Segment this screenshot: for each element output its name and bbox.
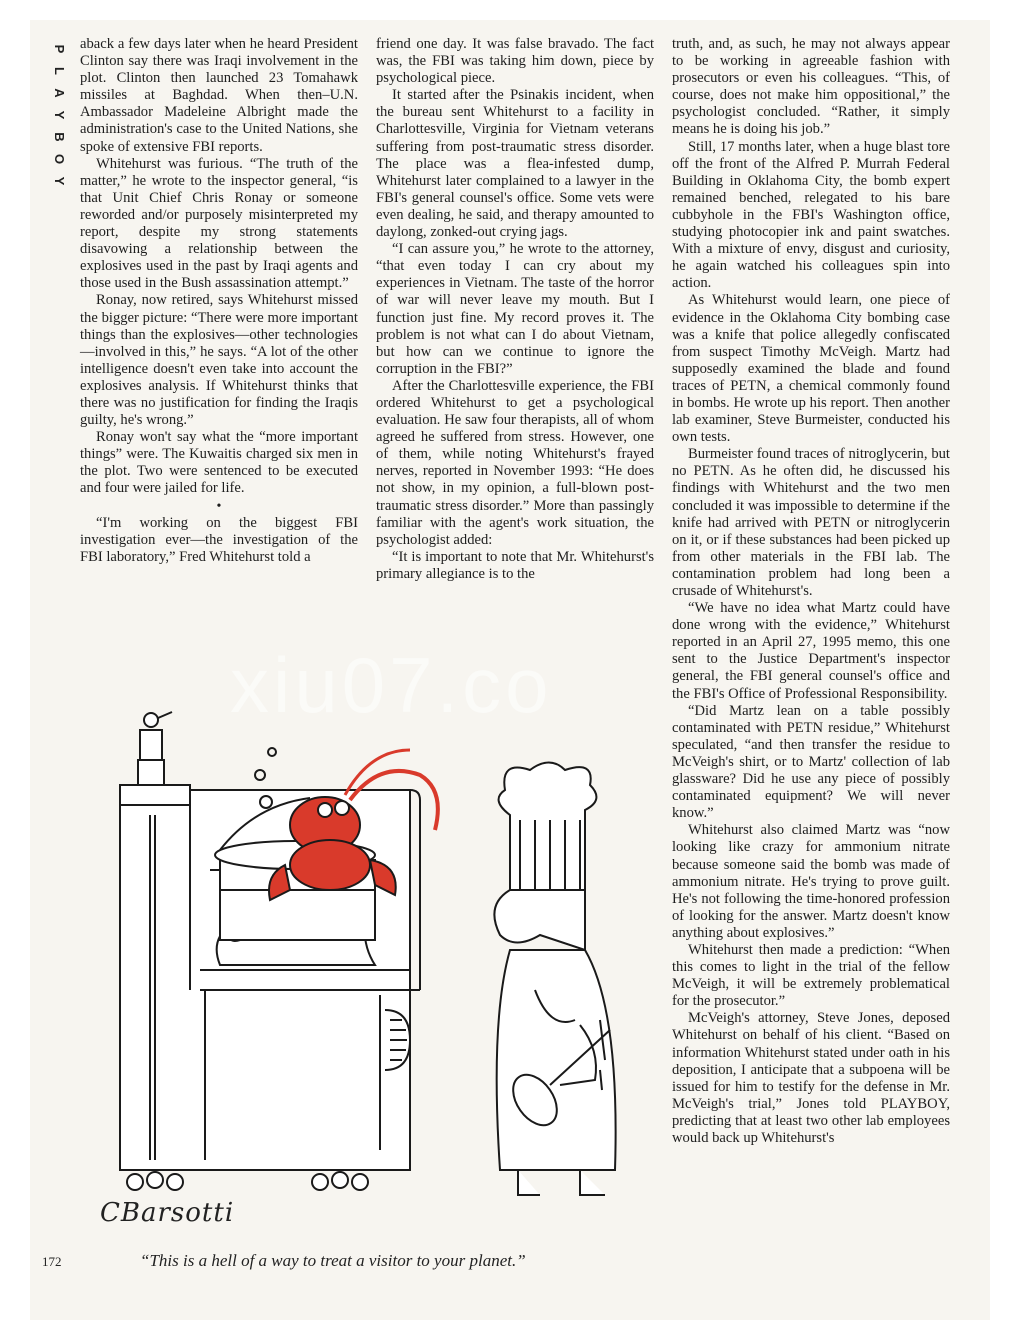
artist-signature: CBarsotti: [100, 1198, 235, 1228]
paragraph: McVeigh's attorney, Steve Jones, deposed Whitehurst on behalf of his client. “Based on information Whitehurst stated under oath in his deposition, I anticipate that a subpoena will be issued for him to testify for the defense in Mr. McVeigh's trial,” Jones told PLAYBOY, predicting that at least two other lab employees would back up Whitehurst's: [672, 1010, 950, 1146]
lobster: [269, 750, 438, 900]
paragraph: Still, 17 months later, when a huge blast tore off the front of the Alfred P. Murrah Federal Building in Oklahoma City, the bomb expert remained benched, relegated to his bare cubbyhole in the FBI's Washington office, studying photocopier ink and paint swatches. With a mixture of envy, disgust and curiosity, he again watched his colleagues spin into action.: [672, 138, 950, 292]
page-number: 172: [42, 1254, 62, 1269]
paragraph: Whitehurst was furious. “The truth of the matter,” he wrote to the inspector general, “is that Unit Chief Chris Ronay or someone reworded and/or purposely misinterpreted my report, despite my strong statements disavowing a relationship between the explosives used in the past by Iraqi agents and those used in the Bush assassination attempt.”: [80, 155, 358, 292]
chef: [494, 763, 615, 1196]
article-column-2: [376, 36, 654, 583]
cartoon-caption: “This is a hell of a way to treat a visitor to your planet.”: [140, 1251, 526, 1270]
paragraph: aback a few days later when he heard President Clinton say there was Iraqi involvement in the plot. Clinton then launched 23 Tomahawk missiles at Baghdad. When then–U.N. Ambassador Madeleine Albright made the administration's case to the United Nations, she spoke of extensive FBI reports.: [80, 36, 358, 155]
paragraph: Burmeister found traces of nitroglycerin, but no PETN. As he often did, he discussed his findings with Whitehurst and the two men concluded it was impossible to determine if the knife had arrived with PETN or nitroglycerin on it, or if these substances had been picked up from other materials in the FBI lab. The contamination problem had long been a crusade of Whitehurst's.: [672, 446, 950, 599]
paragraph: “I'm working on the biggest FBI investigation ever—the investigation of the FBI laboratory,” Fred Whitehurst told a: [80, 514, 358, 565]
section-break-bullet: •: [216, 498, 222, 514]
paragraph: It started after the Psinakis incident, when the bureau sent Whitehurst to a facility in Charlottesville, Virginia for Vietnam veterans suffering from post-traumatic stress disorder. The place was a flea-infested dump, Whitehurst later complained to a lawyer in the FBI's general counsel's office. Some vets were even dealing, he said, and therapy amounted to daylong, zonked-out crying jags.: [376, 87, 654, 241]
logo-letter: A: [52, 88, 67, 98]
paragraph: friend one day. It was false bravado. The fact was, the FBI was taking him down, piece by psychological piece.: [376, 36, 654, 87]
article-column-3: [672, 36, 950, 1276]
paragraph: Whitehurst also claimed Martz was “now looking like crazy for ammonium nitrate because someone said the bomb was made of ammonium nitrate. He's trying to prove guilt. He's not following the time-honored profession of looking for the answer. Martz doesn't know anything about explosives.”: [672, 822, 950, 941]
paragraph: “Did Martz lean on a table possibly contaminated with PETN residue,” Whitehurst speculated, “and then transfer the residue to McVeigh's shirt, or to Martz' collection of lab glassware? Did he use any piece of possibly contaminated equipment? We will never know.”: [672, 702, 950, 822]
article-column-1: [80, 36, 358, 566]
logo-letter: Y: [52, 176, 67, 186]
logo-letter: L: [52, 67, 67, 75]
logo-letter: P: [52, 44, 67, 54]
logo-letter: B: [52, 132, 67, 142]
paragraph: After the Charlottesville experience, the FBI ordered Whitehurst to get a psychological evaluation. He saw four therapists, all of whom agreed he suffered from stress. However, one of them, while noting Whitehurst's frayed nerves, reported in November 1993: “He does not show, in my opinion, a full-blown post-traumatic stress disorder.” More than passingly familiar with the agent's work situation, the psychologist added:: [376, 377, 654, 548]
paragraph: As Whitehurst would learn, one piece of evidence in the Oklahoma City bombing case was a knife that police allegedly confiscated from suspect Timothy McVeigh. Martz had supposedly examined the blade and found traces of PETN, a chemical commonly found in bombs. He wrote up his report. Then another lab examiner, Steve Burmeister, conducted his own tests.: [672, 292, 950, 446]
paragraph: Ronay won't say what the “more important things” were. The Kuwaitis charged six men in the plot. Two were sentenced to be executed and four were jailed for life.: [80, 429, 358, 497]
paragraph: Whitehurst then made a prediction: “When this comes to light in the trial of the fellow McVeigh, it will be extremely problematical for the prosecutor.”: [672, 941, 950, 1010]
paragraph: Ronay, now retired, says Whitehurst missed the bigger picture: “There were more important things than the explosives—other technologies—involved in this,” he says. “A lot of the other intelligence doesn't even take into account the explosives analysis. If Whitehurst thinks that there was no justification for finding the Iraqis guilty, he's wrong.”: [80, 292, 358, 429]
pepper-grinder: [138, 712, 172, 785]
logo-letter: Y: [52, 110, 67, 120]
watermark: xiu07.co: [230, 641, 553, 729]
paragraph: “It is important to note that Mr. Whitehurst's primary allegiance is to the: [376, 548, 654, 582]
paragraph: “We have no idea what Martz could have done wrong with the evidence,” Whitehurst reported in an April 27, 1995 memo, this one sent to the Justice Department's inspector general, the FBI general counsel's office and the FBI's Office of Professional Responsibility.: [672, 600, 950, 702]
paragraph: “I can assure you,” he wrote to the attorney, “that even today I can cry about my experiences in Vietnam. The taste of the horror of war will never leave my mouth. But I function just fine. My record proves it. The problem is not what can I do about Vietnam, but how can we continue to ignore the corruption in the FBI?”: [376, 241, 654, 377]
logo-letter: O: [52, 153, 67, 165]
magazine-side-logo: [50, 38, 68, 192]
paragraph: truth, and, as such, he may not always appear to be working in agreeable fashion with prosecutors or even his colleagues. “This, of course, does not make him oppositional,” the psychologist concluded. “Rather, it simply means he is doing his job.”: [672, 36, 950, 138]
cartoon-illustration: [80, 690, 670, 1250]
